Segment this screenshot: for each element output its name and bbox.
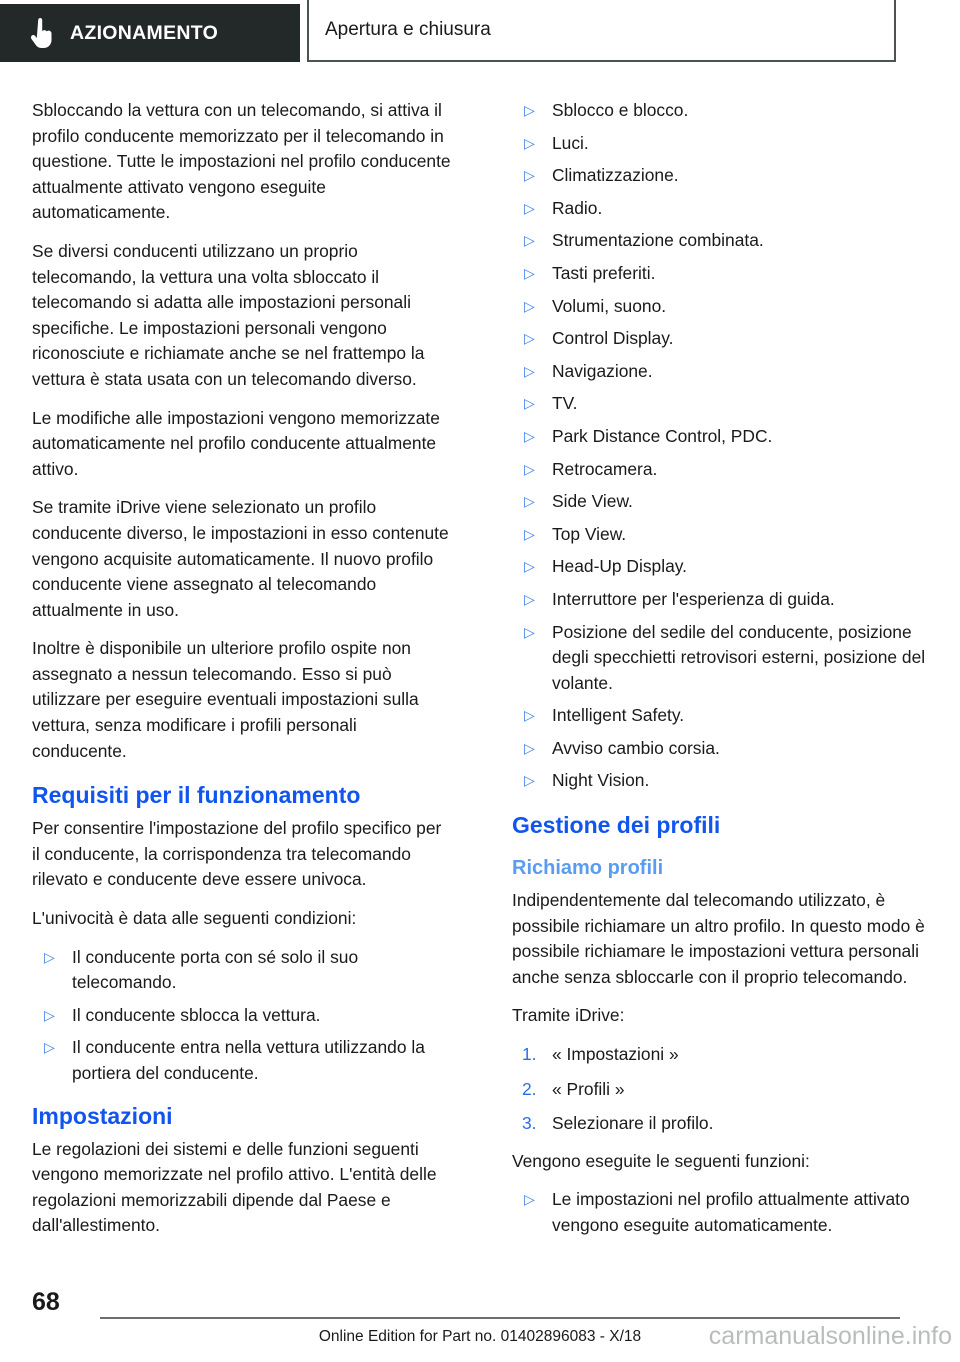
triangle-bullet-icon: ▷	[524, 590, 535, 607]
right-column	[512, 98, 932, 1252]
list-item-label: Posizione del sedile del conducente, posizione degli specchietti retrovisori esterni, posizione del volante.	[552, 621, 926, 693]
list-item	[512, 587, 932, 613]
paragraph: Le modifiche alle impostazioni vengono memorizzate automaticamente nel profilo conducente attualmente attivo.	[32, 407, 440, 479]
list-item	[512, 196, 932, 222]
list-item-label: Navigazione.	[552, 360, 653, 381]
list-item-label: Luci.	[552, 132, 589, 153]
section-heading-impostazioni: Impostazioni	[32, 1102, 173, 1129]
idrive-steps-list	[512, 1042, 932, 1137]
list-item	[512, 228, 932, 254]
settings-bullet-list	[512, 98, 932, 794]
triangle-bullet-icon: ▷	[524, 264, 535, 281]
list-item	[32, 945, 452, 996]
list-item-label: Il conducente sblocca la vettura.	[72, 1004, 321, 1025]
triangle-bullet-icon: ▷	[524, 330, 535, 347]
list-item-label: Selezionare il profilo.	[552, 1113, 714, 1134]
list-item	[512, 489, 932, 515]
triangle-bullet-icon: ▷	[524, 102, 535, 118]
list-item	[512, 163, 932, 189]
triangle-bullet-icon: ▷	[524, 167, 535, 184]
chapter-tab-label: AZIONAMENTO	[70, 21, 219, 44]
page-header	[0, 0, 960, 68]
list-item	[512, 703, 932, 729]
paragraph: Inoltre è disponibile un ulteriore profilo ospite non assegnato a nessun telecomando. Esso si può utilizzare per eseguire eventuali impostazioni sulla vettura, senza modificare i profili personali conducente.	[32, 638, 419, 761]
list-item	[512, 457, 932, 483]
list-item	[512, 768, 932, 794]
triangle-bullet-icon: ▷	[524, 1191, 535, 1208]
footer-divider	[100, 1317, 900, 1319]
step-number: 1.	[522, 1044, 537, 1065]
triangle-bullet-icon: ▷	[524, 739, 535, 756]
list-item-label: Night Vision.	[552, 770, 650, 791]
triangle-bullet-icon: ▷	[524, 427, 535, 444]
paragraph: Indipendentemente dal telecomando utilizzato, è possibile richiamare un altro profilo. In questo modo è possibile richiamare le impostazioni vettura personali anche senza sbloccarle con il proprio telecomando.	[512, 890, 925, 987]
list-item	[512, 391, 932, 417]
list-item-label: Control Display.	[552, 328, 674, 349]
list-item	[512, 326, 932, 352]
watermark: carmanualsonline.info	[708, 1322, 952, 1350]
paragraph: Le regolazioni dei sistemi e delle funzioni seguenti vengono memorizzate nel profilo attivo. L'entità delle regolazioni memorizzabili dipende dal Paese e dall'allestimento.	[32, 1138, 437, 1236]
list-item-label: Strumentazione combinata.	[552, 230, 764, 251]
list-item-label: Volumi, suono.	[552, 295, 667, 316]
list-item-label: « Profili »	[552, 1078, 625, 1099]
triangle-bullet-icon: ▷	[524, 525, 535, 542]
list-item-label: TV.	[552, 393, 578, 414]
paragraph: Sbloccando la vettura con un telecomando, si attiva il profilo conducente memorizzato per il telecomando in questione. Tutte le impostazioni nel profilo conducente attualmente attivato vengono eseguite automaticamente.	[32, 100, 451, 223]
list-item-label: Il conducente entra nella vettura utilizzando la portiera del conducente.	[72, 1037, 425, 1083]
list-item	[512, 131, 932, 157]
section-heading-requisiti: Requisiti per il funzionamento	[32, 782, 361, 809]
step-number: 2.	[522, 1078, 537, 1099]
triangle-bullet-icon: ▷	[524, 362, 535, 379]
triangle-bullet-icon: ▷	[524, 297, 535, 314]
list-item-label: Intelligent Safety.	[552, 705, 685, 726]
list-item	[512, 359, 932, 385]
triangle-bullet-icon: ▷	[44, 1006, 55, 1023]
list-item	[512, 1042, 932, 1068]
triangle-bullet-icon: ▷	[524, 493, 535, 510]
triangle-bullet-icon: ▷	[44, 1039, 55, 1056]
paragraph: Se diversi conducenti utilizzano un proprio telecomando, la vettura una volta sbloccato il telecomando si adatta alle impostazioni personali specifiche. Le impostazioni personali vengono riconosciute e richiamate anche se nel frattempo la vettura è stata usata con un telecomando diverso.	[32, 240, 425, 389]
funzioni-bullet-list	[512, 1187, 932, 1238]
chapter-tab[interactable]	[0, 4, 300, 62]
paragraph: Se tramite iDrive viene selezionato un profilo conducente diverso, le impostazioni in esso contenute vengono acquisite automaticamente. Il nuovo profilo conducente viene assegnato al telecomando attualmente in uso.	[32, 497, 449, 620]
breadcrumb-label: Apertura e chiusura	[325, 19, 491, 40]
list-item	[512, 261, 932, 287]
pointing-hand-icon	[30, 18, 52, 48]
step-number: 3.	[522, 1113, 537, 1134]
list-item	[512, 98, 932, 124]
list-item-label: Park Distance Control, PDC.	[552, 425, 773, 446]
left-column	[32, 98, 452, 1252]
triangle-bullet-icon: ▷	[524, 558, 535, 575]
list-item-label: Interruttore per l'esperienza di guida.	[552, 588, 835, 609]
list-item-label: Sblocco e blocco.	[552, 100, 689, 120]
list-item-label: Il conducente porta con sé solo il suo telecomando.	[72, 946, 359, 993]
list-item-label: Side View.	[552, 491, 633, 512]
list-item-label: Top View.	[552, 523, 627, 544]
triangle-bullet-icon: ▷	[524, 460, 535, 477]
page-number: 68	[32, 1288, 60, 1316]
edition-note: Online Edition for Part no. 01402896083 - X/18	[318, 1328, 642, 1345]
triangle-bullet-icon: ▷	[524, 707, 535, 724]
list-item	[32, 1003, 452, 1029]
list-item	[512, 294, 932, 320]
list-item-label: Head-Up Display.	[552, 556, 687, 577]
list-item-label: Avviso cambio corsia.	[552, 737, 720, 758]
paragraph: Tramite iDrive:	[512, 1005, 625, 1026]
triangle-bullet-icon: ▷	[524, 199, 535, 216]
paragraph: L'univocità è data alle seguenti condizioni:	[32, 908, 357, 929]
triangle-bullet-icon: ▷	[524, 395, 535, 412]
triangle-bullet-icon: ▷	[524, 623, 535, 640]
section-heading-gestione: Gestione dei profili	[512, 812, 721, 839]
list-item	[32, 1035, 452, 1086]
page-body	[0, 98, 960, 1252]
list-item	[512, 736, 932, 762]
breadcrumb	[307, 0, 896, 62]
triangle-bullet-icon: ▷	[524, 134, 535, 151]
triangle-bullet-icon: ▷	[44, 948, 55, 965]
list-item-label: Radio.	[552, 197, 603, 218]
list-item	[512, 522, 932, 548]
requisiti-bullet-list	[32, 945, 452, 1087]
triangle-bullet-icon: ▷	[524, 772, 535, 789]
list-item	[512, 1187, 932, 1238]
list-item-label: Tasti preferiti.	[552, 262, 656, 283]
list-item-label: Le impostazioni nel profilo attualmente attivato vengono eseguite automaticamente.	[552, 1189, 910, 1235]
paragraph: Vengono eseguite le seguenti funzioni:	[512, 1150, 810, 1171]
list-item	[512, 620, 932, 697]
triangle-bullet-icon: ▷	[524, 232, 535, 249]
list-item-label: Climatizzazione.	[552, 165, 679, 186]
list-item	[512, 424, 932, 450]
paragraph: Per consentire l'impostazione del profilo specifico per il conducente, la corrispondenza tra telecomando rilevato e conducente deve essere univoca.	[32, 818, 442, 890]
list-item	[512, 1077, 932, 1103]
subsection-heading-richiamo: Richiamo profili	[512, 857, 664, 880]
list-item-label: « Impostazioni »	[552, 1044, 679, 1065]
page-footer	[0, 1282, 960, 1362]
list-item	[512, 554, 932, 580]
list-item	[512, 1111, 932, 1137]
list-item-label: Retrocamera.	[552, 458, 658, 479]
